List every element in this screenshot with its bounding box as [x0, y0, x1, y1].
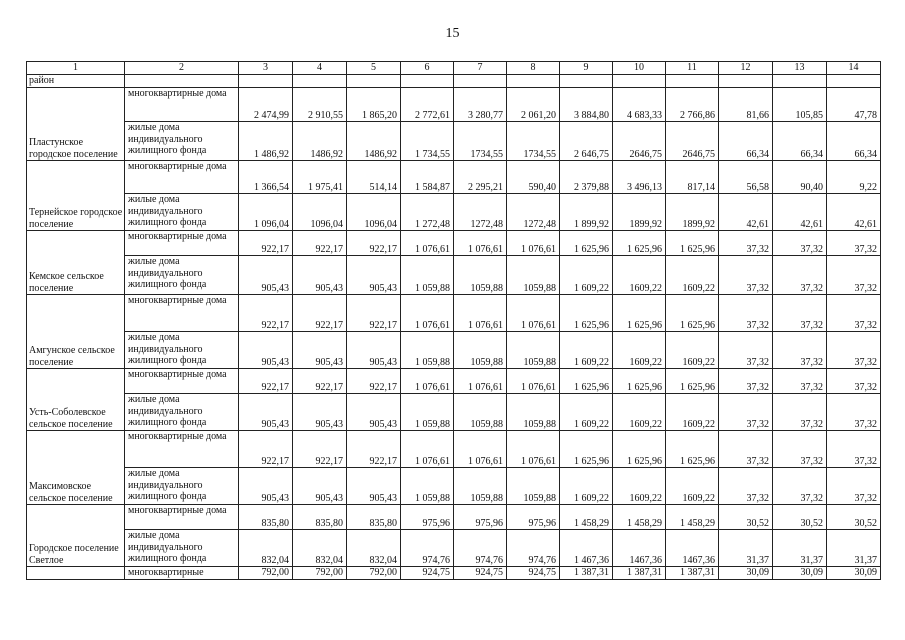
value-cell: 1096,04 [293, 194, 347, 231]
value-cell: 37,32 [827, 369, 881, 394]
value-cell: 2 910,55 [293, 88, 347, 122]
value-cell: 37,32 [719, 231, 773, 256]
value-cell: 1 059,88 [401, 332, 454, 369]
column-header: 8 [507, 62, 560, 75]
value-cell: 905,43 [347, 332, 401, 369]
value-cell: 105,85 [773, 88, 827, 122]
value-cell: 30,09 [827, 567, 881, 580]
value-cell: 37,32 [827, 431, 881, 468]
table-row [27, 394, 881, 431]
value-cell: 1 609,22 [560, 256, 613, 295]
table-row [27, 256, 881, 295]
value-cell: 1059,88 [507, 256, 560, 295]
value-cell: 2646,75 [613, 122, 666, 161]
value-cell: 2 766,86 [666, 88, 719, 122]
value-cell: 1 625,96 [560, 369, 613, 394]
value-cell: 1 272,48 [401, 194, 454, 231]
value-cell: 1467,36 [666, 530, 719, 567]
table-row [27, 567, 881, 580]
value-cell: 37,32 [827, 231, 881, 256]
value-cell: 1 096,04 [239, 194, 293, 231]
value-cell: 975,96 [401, 505, 454, 530]
value-cell: 1 734,55 [401, 122, 454, 161]
column-header: 9 [560, 62, 613, 75]
housing-type: многоквартирные дома [125, 231, 239, 256]
settlement-name: Усть-Соболевское сельское поселение [27, 369, 125, 431]
value-cell: 3 884,80 [560, 88, 613, 122]
value-cell: 1 059,88 [401, 468, 454, 505]
value-cell: 1899,92 [666, 194, 719, 231]
housing-type: многоквартирные дома [125, 431, 239, 468]
value-cell: 974,76 [401, 530, 454, 567]
value-cell: 1 609,22 [560, 468, 613, 505]
value-cell: 1 076,61 [507, 231, 560, 256]
housing-type: жилые дома индивидуального жилищного фонда [125, 530, 239, 567]
value-cell: 1 059,88 [401, 256, 454, 295]
value-cell: 1 899,92 [560, 194, 613, 231]
value-cell: 922,17 [293, 369, 347, 394]
value-cell: 905,43 [293, 394, 347, 431]
value-cell: 1 387,31 [560, 567, 613, 580]
housing-type: жилые дома индивидуального жилищного фонда [125, 468, 239, 505]
column-header: 7 [454, 62, 507, 75]
value-cell: 4 683,33 [613, 88, 666, 122]
value-cell: 3 280,77 [454, 88, 507, 122]
value-cell: 3 496,13 [613, 161, 666, 194]
column-header: 3 [239, 62, 293, 75]
value-cell: 1059,88 [507, 332, 560, 369]
value-cell: 905,43 [293, 332, 347, 369]
value-cell: 922,17 [239, 231, 293, 256]
value-cell: 1 625,96 [666, 295, 719, 332]
value-cell: 974,76 [507, 530, 560, 567]
value-cell: 924,75 [401, 567, 454, 580]
value-cell: 1 387,31 [613, 567, 666, 580]
value-cell: 1 387,31 [666, 567, 719, 580]
housing-type: жилые дома индивидуального жилищного фонда [125, 256, 239, 295]
value-cell: 1059,88 [454, 256, 507, 295]
value-cell: 1 076,61 [454, 295, 507, 332]
column-header: 13 [773, 62, 827, 75]
value-cell: 1 076,61 [401, 231, 454, 256]
value-cell: 66,34 [827, 122, 881, 161]
value-cell: 1 625,96 [613, 231, 666, 256]
value-cell: 924,75 [454, 567, 507, 580]
value-cell: 37,32 [827, 394, 881, 431]
value-cell: 1609,22 [613, 256, 666, 295]
value-cell: 922,17 [347, 295, 401, 332]
value-cell: 1 625,96 [666, 369, 719, 394]
value-cell: 1 625,96 [560, 231, 613, 256]
value-cell: 37,32 [773, 231, 827, 256]
value-cell: 9,22 [827, 161, 881, 194]
value-cell: 1 076,61 [401, 295, 454, 332]
value-cell: 817,14 [666, 161, 719, 194]
value-cell: 1609,22 [613, 394, 666, 431]
value-cell: 2 295,21 [454, 161, 507, 194]
value-cell: 922,17 [239, 431, 293, 468]
value-cell: 37,32 [719, 431, 773, 468]
value-cell: 1734,55 [507, 122, 560, 161]
value-cell: 1 467,36 [560, 530, 613, 567]
value-cell: 922,17 [347, 231, 401, 256]
value-cell: 922,17 [239, 369, 293, 394]
value-cell: 1 625,96 [560, 295, 613, 332]
page-number: 15 [445, 26, 460, 41]
value-cell: 47,78 [827, 88, 881, 122]
housing-type: жилые дома индивидуального жилищного фонда [125, 394, 239, 431]
value-cell: 1 609,22 [560, 332, 613, 369]
value-cell: 30,52 [773, 505, 827, 530]
value-cell: 924,75 [507, 567, 560, 580]
value-cell: 37,32 [719, 394, 773, 431]
column-header: 11 [666, 62, 719, 75]
value-cell: 1 625,96 [666, 431, 719, 468]
value-cell: 30,09 [719, 567, 773, 580]
column-number-row [27, 62, 881, 75]
value-cell: 1 486,92 [239, 122, 293, 161]
value-cell: 905,43 [293, 256, 347, 295]
value-cell: 37,32 [827, 295, 881, 332]
value-cell: 1 458,29 [560, 505, 613, 530]
value-cell: 1 625,96 [613, 431, 666, 468]
column-header: 12 [719, 62, 773, 75]
value-cell: 792,00 [239, 567, 293, 580]
value-cell: 1 076,61 [507, 369, 560, 394]
housing-type: многоквартирные дома [125, 505, 239, 530]
value-cell: 835,80 [293, 505, 347, 530]
settlement-name [27, 567, 125, 580]
column-header: 1 [27, 62, 125, 75]
value-cell: 905,43 [347, 256, 401, 295]
table-row [27, 505, 881, 530]
settlement-name: Амгунское сельское поселение [27, 295, 125, 369]
value-cell: 1609,22 [666, 332, 719, 369]
value-cell: 1 625,96 [560, 431, 613, 468]
value-cell: 37,32 [773, 256, 827, 295]
value-cell: 1 625,96 [613, 295, 666, 332]
table-row [27, 530, 881, 567]
value-cell: 66,34 [719, 122, 773, 161]
value-cell: 1059,88 [454, 332, 507, 369]
value-cell: 81,66 [719, 88, 773, 122]
table-row [27, 122, 881, 161]
value-cell: 922,17 [293, 431, 347, 468]
value-cell: 37,32 [719, 468, 773, 505]
value-cell: 1734,55 [454, 122, 507, 161]
value-cell: 37,32 [719, 256, 773, 295]
value-cell: 1 625,96 [613, 369, 666, 394]
value-cell: 30,52 [719, 505, 773, 530]
tariff-table [26, 61, 881, 580]
settlement-name: Кемское сельское поселение [27, 231, 125, 295]
value-cell: 1096,04 [347, 194, 401, 231]
value-cell: 922,17 [347, 369, 401, 394]
value-cell: 905,43 [239, 332, 293, 369]
value-cell: 1059,88 [454, 468, 507, 505]
value-cell: 905,43 [347, 394, 401, 431]
value-cell: 1609,22 [666, 468, 719, 505]
settlement-name: Тернейское городское поселение [27, 161, 125, 231]
continuation-label: район [27, 75, 125, 88]
value-cell: 56,58 [719, 161, 773, 194]
value-cell: 1 865,20 [347, 88, 401, 122]
value-cell: 90,40 [773, 161, 827, 194]
housing-type: жилые дома индивидуального жилищного фонда [125, 194, 239, 231]
column-header: 5 [347, 62, 401, 75]
value-cell: 1 076,61 [454, 231, 507, 256]
value-cell: 37,32 [773, 468, 827, 505]
table-row [27, 88, 881, 122]
housing-type: многоквартирные дома [125, 295, 239, 332]
settlement-name: Пластунское городское поселение [27, 88, 125, 161]
value-cell: 1 076,61 [507, 295, 560, 332]
value-cell: 31,37 [719, 530, 773, 567]
value-cell: 30,52 [827, 505, 881, 530]
value-cell: 1 076,61 [454, 431, 507, 468]
housing-type: многоквартирные [125, 567, 239, 580]
value-cell: 1 366,54 [239, 161, 293, 194]
value-cell: 31,37 [773, 530, 827, 567]
value-cell: 37,32 [719, 332, 773, 369]
value-cell: 1 458,29 [613, 505, 666, 530]
value-cell: 832,04 [239, 530, 293, 567]
value-cell: 37,32 [773, 332, 827, 369]
table-row [27, 431, 881, 468]
column-header: 10 [613, 62, 666, 75]
value-cell: 1272,48 [507, 194, 560, 231]
value-cell: 37,32 [773, 431, 827, 468]
housing-type: жилые дома индивидуального жилищного фонда [125, 332, 239, 369]
value-cell: 1 076,61 [507, 431, 560, 468]
housing-type: многоквартирные дома [125, 369, 239, 394]
value-cell: 1 975,41 [293, 161, 347, 194]
value-cell: 792,00 [347, 567, 401, 580]
value-cell: 975,96 [507, 505, 560, 530]
value-cell: 2 646,75 [560, 122, 613, 161]
value-cell: 37,32 [827, 332, 881, 369]
value-cell: 1609,22 [613, 468, 666, 505]
value-cell: 2 772,61 [401, 88, 454, 122]
value-cell: 1609,22 [666, 256, 719, 295]
value-cell: 905,43 [239, 394, 293, 431]
value-cell: 1 458,29 [666, 505, 719, 530]
value-cell: 905,43 [347, 468, 401, 505]
table-row [27, 161, 881, 194]
value-cell: 1 625,96 [666, 231, 719, 256]
value-cell: 905,43 [293, 468, 347, 505]
value-cell: 1899,92 [613, 194, 666, 231]
value-cell: 1609,22 [666, 394, 719, 431]
column-header: 2 [125, 62, 239, 75]
settlement-name: Городское поселение Светлое [27, 505, 125, 567]
value-cell: 922,17 [293, 295, 347, 332]
value-cell: 2646,75 [666, 122, 719, 161]
value-cell: 905,43 [239, 256, 293, 295]
settlement-name: Максимовское сельское поселение [27, 431, 125, 505]
value-cell: 590,40 [507, 161, 560, 194]
value-cell: 1 059,88 [401, 394, 454, 431]
value-cell: 42,61 [827, 194, 881, 231]
value-cell: 31,37 [827, 530, 881, 567]
value-cell: 1 076,61 [454, 369, 507, 394]
table-row [27, 468, 881, 505]
table-row [27, 231, 881, 256]
value-cell: 835,80 [347, 505, 401, 530]
value-cell: 37,32 [719, 295, 773, 332]
value-cell: 30,09 [773, 567, 827, 580]
value-cell: 37,32 [773, 369, 827, 394]
value-cell: 2 379,88 [560, 161, 613, 194]
value-cell: 835,80 [239, 505, 293, 530]
value-cell: 1059,88 [454, 394, 507, 431]
value-cell: 922,17 [347, 431, 401, 468]
value-cell: 1059,88 [507, 468, 560, 505]
column-header: 14 [827, 62, 881, 75]
value-cell: 1486,92 [293, 122, 347, 161]
value-cell: 1059,88 [507, 394, 560, 431]
value-cell: 922,17 [239, 295, 293, 332]
value-cell: 1486,92 [347, 122, 401, 161]
value-cell: 1 076,61 [401, 431, 454, 468]
value-cell: 66,34 [773, 122, 827, 161]
value-cell: 1 584,87 [401, 161, 454, 194]
value-cell: 1 076,61 [401, 369, 454, 394]
value-cell: 37,32 [773, 394, 827, 431]
table-row [27, 194, 881, 231]
column-header: 6 [401, 62, 454, 75]
housing-type: жилые дома индивидуального жилищного фонда [125, 122, 239, 161]
value-cell: 1 609,22 [560, 394, 613, 431]
value-cell: 975,96 [454, 505, 507, 530]
table-row [27, 295, 881, 332]
value-cell: 37,32 [827, 468, 881, 505]
value-cell: 37,32 [827, 256, 881, 295]
housing-type: многоквартирные дома [125, 161, 239, 194]
value-cell: 2 061,20 [507, 88, 560, 122]
value-cell: 792,00 [293, 567, 347, 580]
value-cell: 42,61 [719, 194, 773, 231]
value-cell: 1467,36 [613, 530, 666, 567]
value-cell: 2 474,99 [239, 88, 293, 122]
value-cell: 42,61 [773, 194, 827, 231]
value-cell: 1609,22 [613, 332, 666, 369]
value-cell: 1272,48 [454, 194, 507, 231]
table-row [27, 332, 881, 369]
value-cell: 905,43 [239, 468, 293, 505]
continuation-row [27, 75, 881, 88]
housing-type: многоквартирные дома [125, 88, 239, 122]
table-row [27, 369, 881, 394]
value-cell: 37,32 [719, 369, 773, 394]
value-cell: 514,14 [347, 161, 401, 194]
value-cell: 832,04 [293, 530, 347, 567]
value-cell: 922,17 [293, 231, 347, 256]
column-header: 4 [293, 62, 347, 75]
value-cell: 37,32 [773, 295, 827, 332]
value-cell: 974,76 [454, 530, 507, 567]
value-cell: 832,04 [347, 530, 401, 567]
